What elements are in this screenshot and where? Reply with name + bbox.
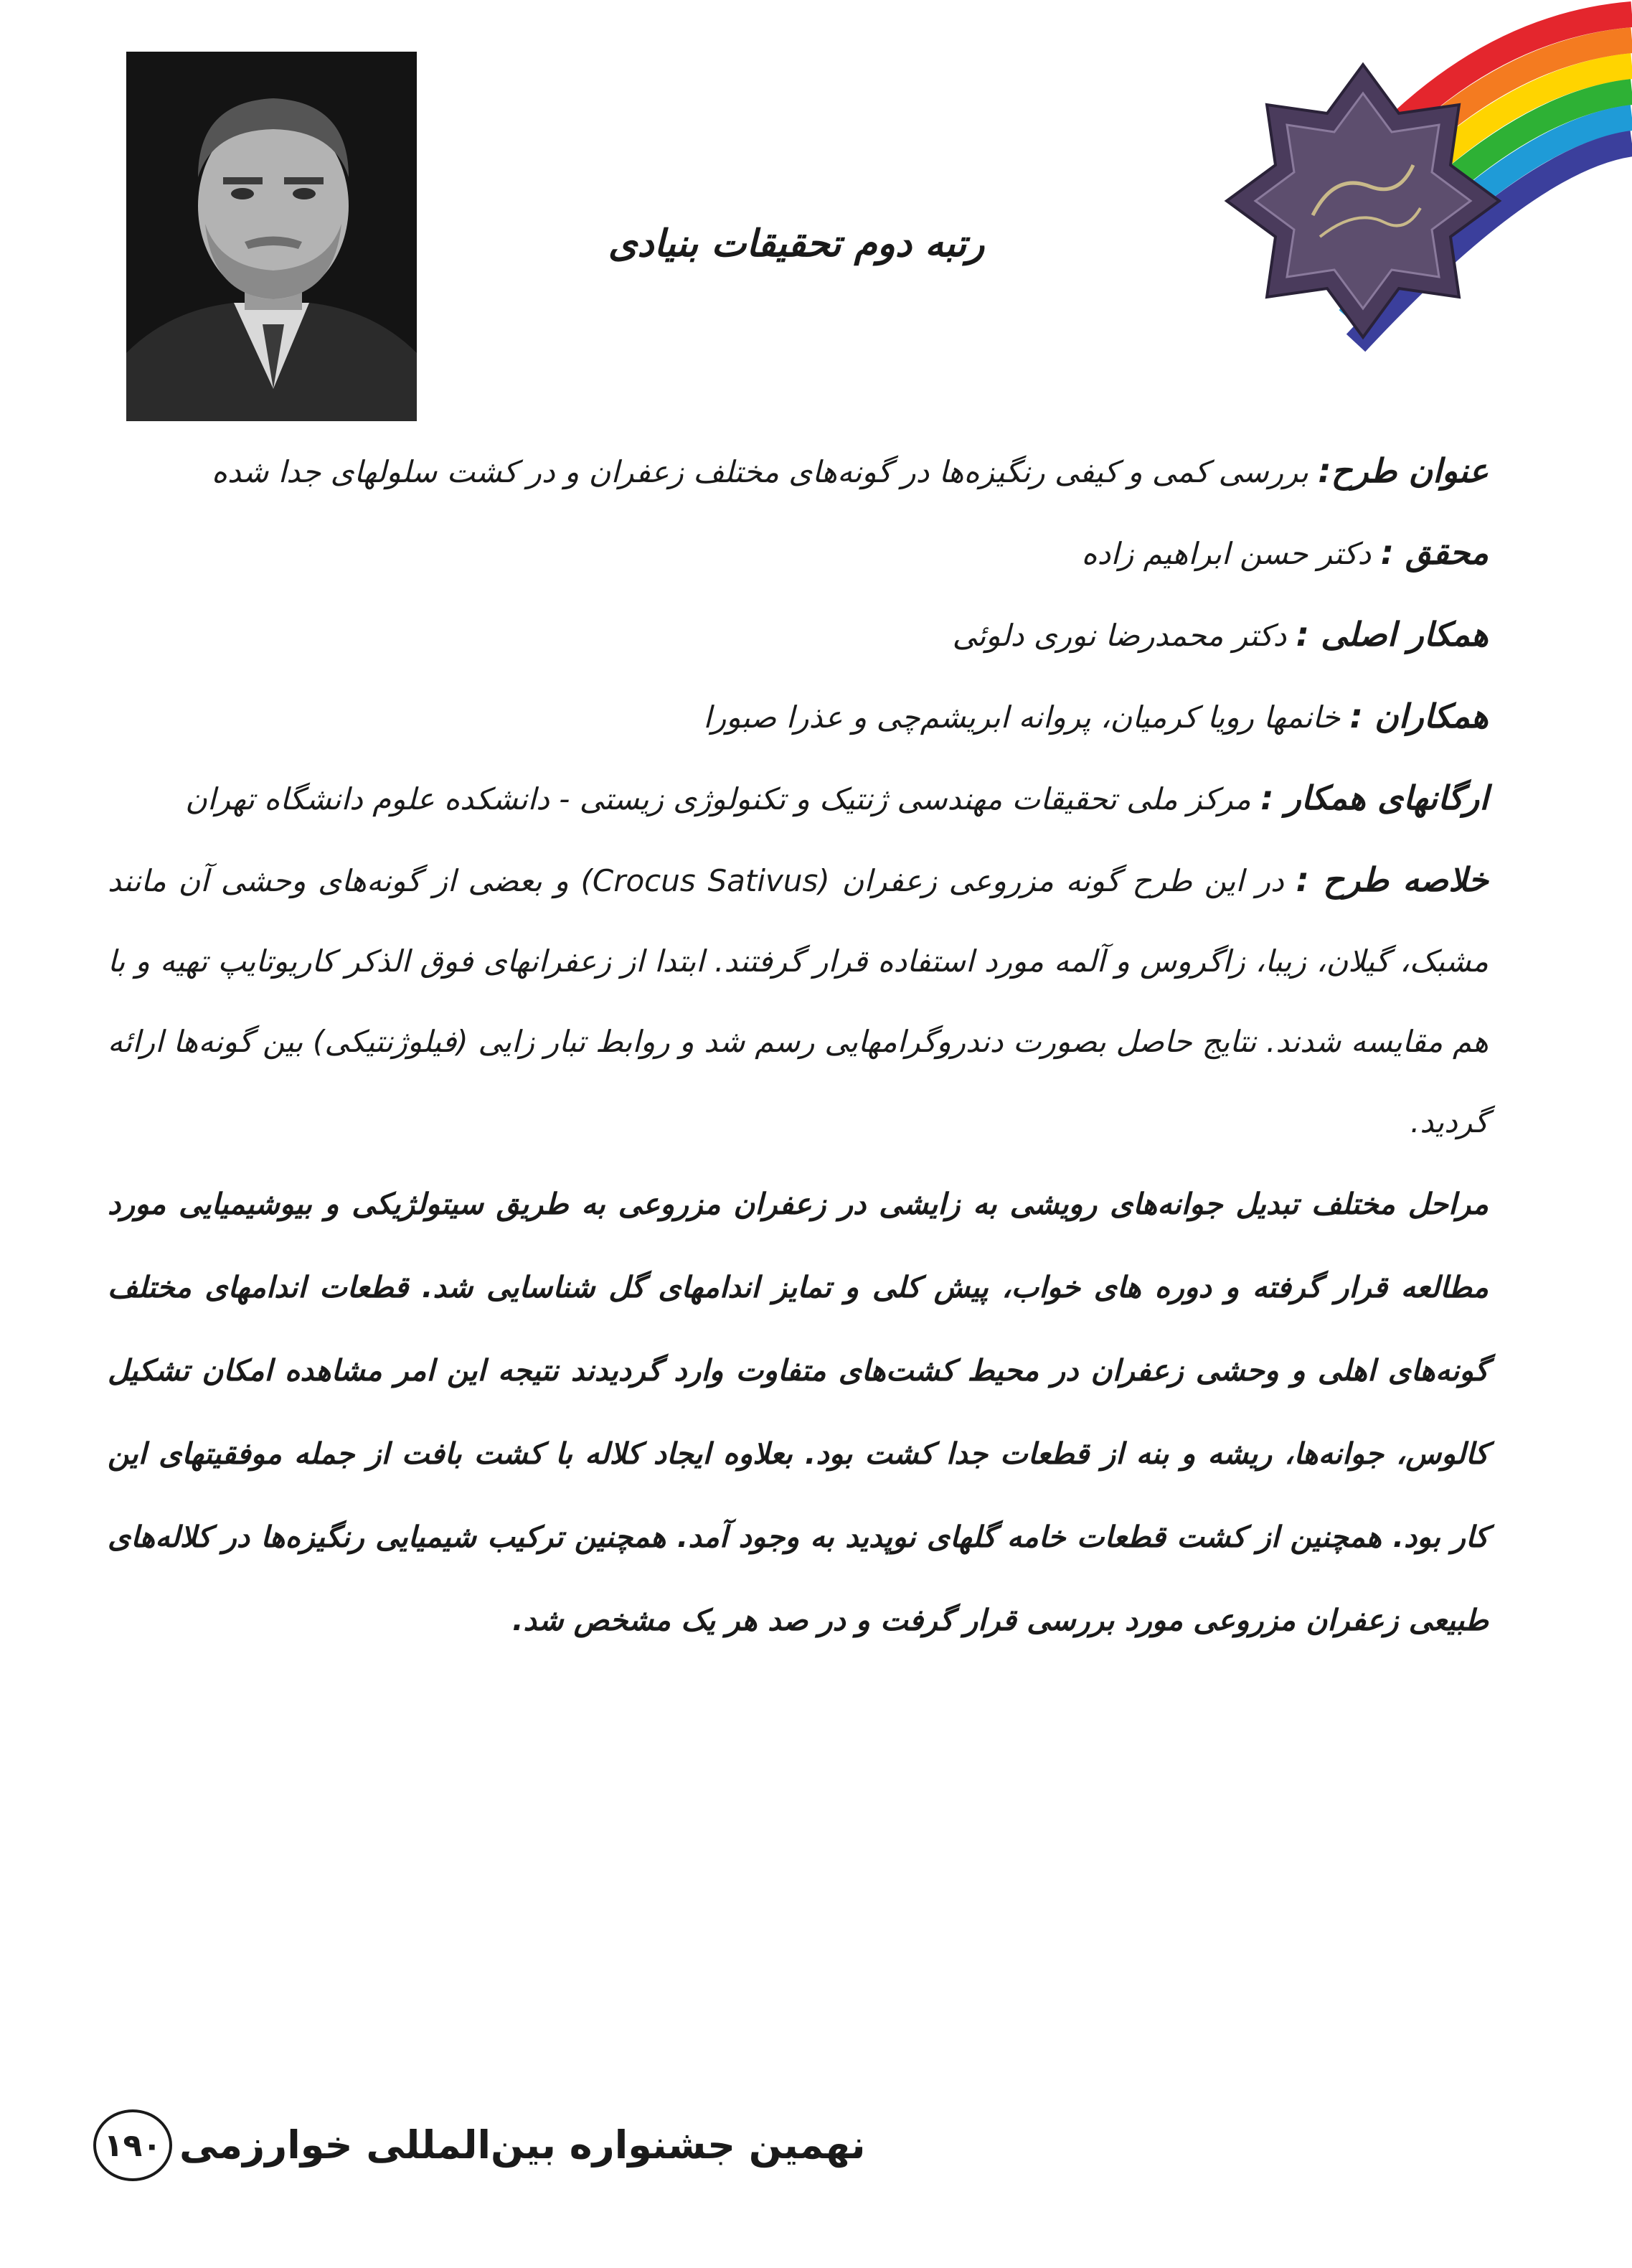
body-paragraph: مراحل مختلف تبدیل جوانه‌های رویشی به زایشی در زعفران مزروعی به طریق سیتولژیکی و بیوشیمیایی مورد مطالعه قرار گرفته و دوره های خواب، پیش کلی و تمایز اندامهای گل شناسایی شد. قطعات اندامهای مختلف گونه‌های اهلی و وحشی زعفران در محیط کشت‌های متفاوت وارد گردیدند نتیجه این امر مشاهده امکان تشکیل کالوس، جوانه‌ها، ریشه و بنه از قطعات جدا کشت بود. بعلاوه ایجاد کلاله با کشت بافت از جمله موفقیتهای این کار بود. همچنین از کشت قطعات خامه گلهای نوپدید به وجود آمد. همچنین ترکیب شیمیایی رنگیزه‌ها در کلاله‌های طبیعی زعفران مزروعی مورد بررسی قرار گرفت و در صد هر یک مشخص شد. <box>108 1187 1489 1637</box>
scientific-name: (Crocus Sativus) <box>580 863 830 898</box>
field-researcher <box>108 512 1489 594</box>
festival-emblem-icon <box>1220 0 1632 359</box>
page-number-badge <box>93 2109 172 2181</box>
field-value: دکتر حسن ابراهیم زاده <box>1081 536 1372 571</box>
field-summary <box>108 839 1489 1162</box>
field-value: مرکز ملی تحقیقات مهندسی ژنتیک و تکنولوژی زیستی - دانشکده علوم دانشگاه تهران <box>185 781 1251 817</box>
field-value: در این طرح گونه مزروعی زعفران <box>841 863 1284 898</box>
field-value: دکتر محمدرضا نوری دلوئی <box>952 618 1287 653</box>
field-main-collaborator <box>108 594 1489 676</box>
field-organizations <box>108 758 1489 839</box>
field-value: و بعضی از گونه‌های وحشی آن مانند مشبک، گیلان، زیبا، زاگروس و آلمه مورد استفاده قرار گرفتند. ابتدا از زعفرانهای فوق الذکر کاریوتایپ تهیه و با هم مقایسه شدند. نتایج حاصل بصورت دندروگرامهایی رسم شد و روابط تبار زایی (فیلوژنتیکی) بین گونه‌ها ارائه گردید. <box>108 863 1489 1139</box>
field-label: خلاصه طرح : <box>1296 860 1489 899</box>
page-number: ۱۹۰ <box>103 2127 162 2164</box>
researcher-portrait <box>126 52 417 421</box>
field-value: بررسی کمی و کیفی رنگیزه‌ها در گونه‌های مختلف زعفران و در کشت سلولهای جدا شده <box>212 454 1308 489</box>
field-project-title <box>108 430 1489 512</box>
field-collaborators <box>108 676 1489 758</box>
page-footer <box>86 2102 866 2188</box>
field-label: همکاران : <box>1349 697 1489 735</box>
field-label: محقق : <box>1380 533 1489 572</box>
field-label: عنوان طرح: <box>1318 451 1489 490</box>
field-value: خانمها رویا کرمیان، پروانه ابریشم‌چی و عذرا صبورا <box>703 700 1341 735</box>
page-title: رتبه دوم تحقیقات بنیادی <box>608 222 985 265</box>
article-body <box>108 430 1489 1662</box>
footer-title: نهمین جشنواره بین‌المللی خوارزمی <box>179 2122 866 2168</box>
field-label: ارگانهای همکار : <box>1260 778 1489 817</box>
field-label: همکار اصلی : <box>1296 615 1489 654</box>
